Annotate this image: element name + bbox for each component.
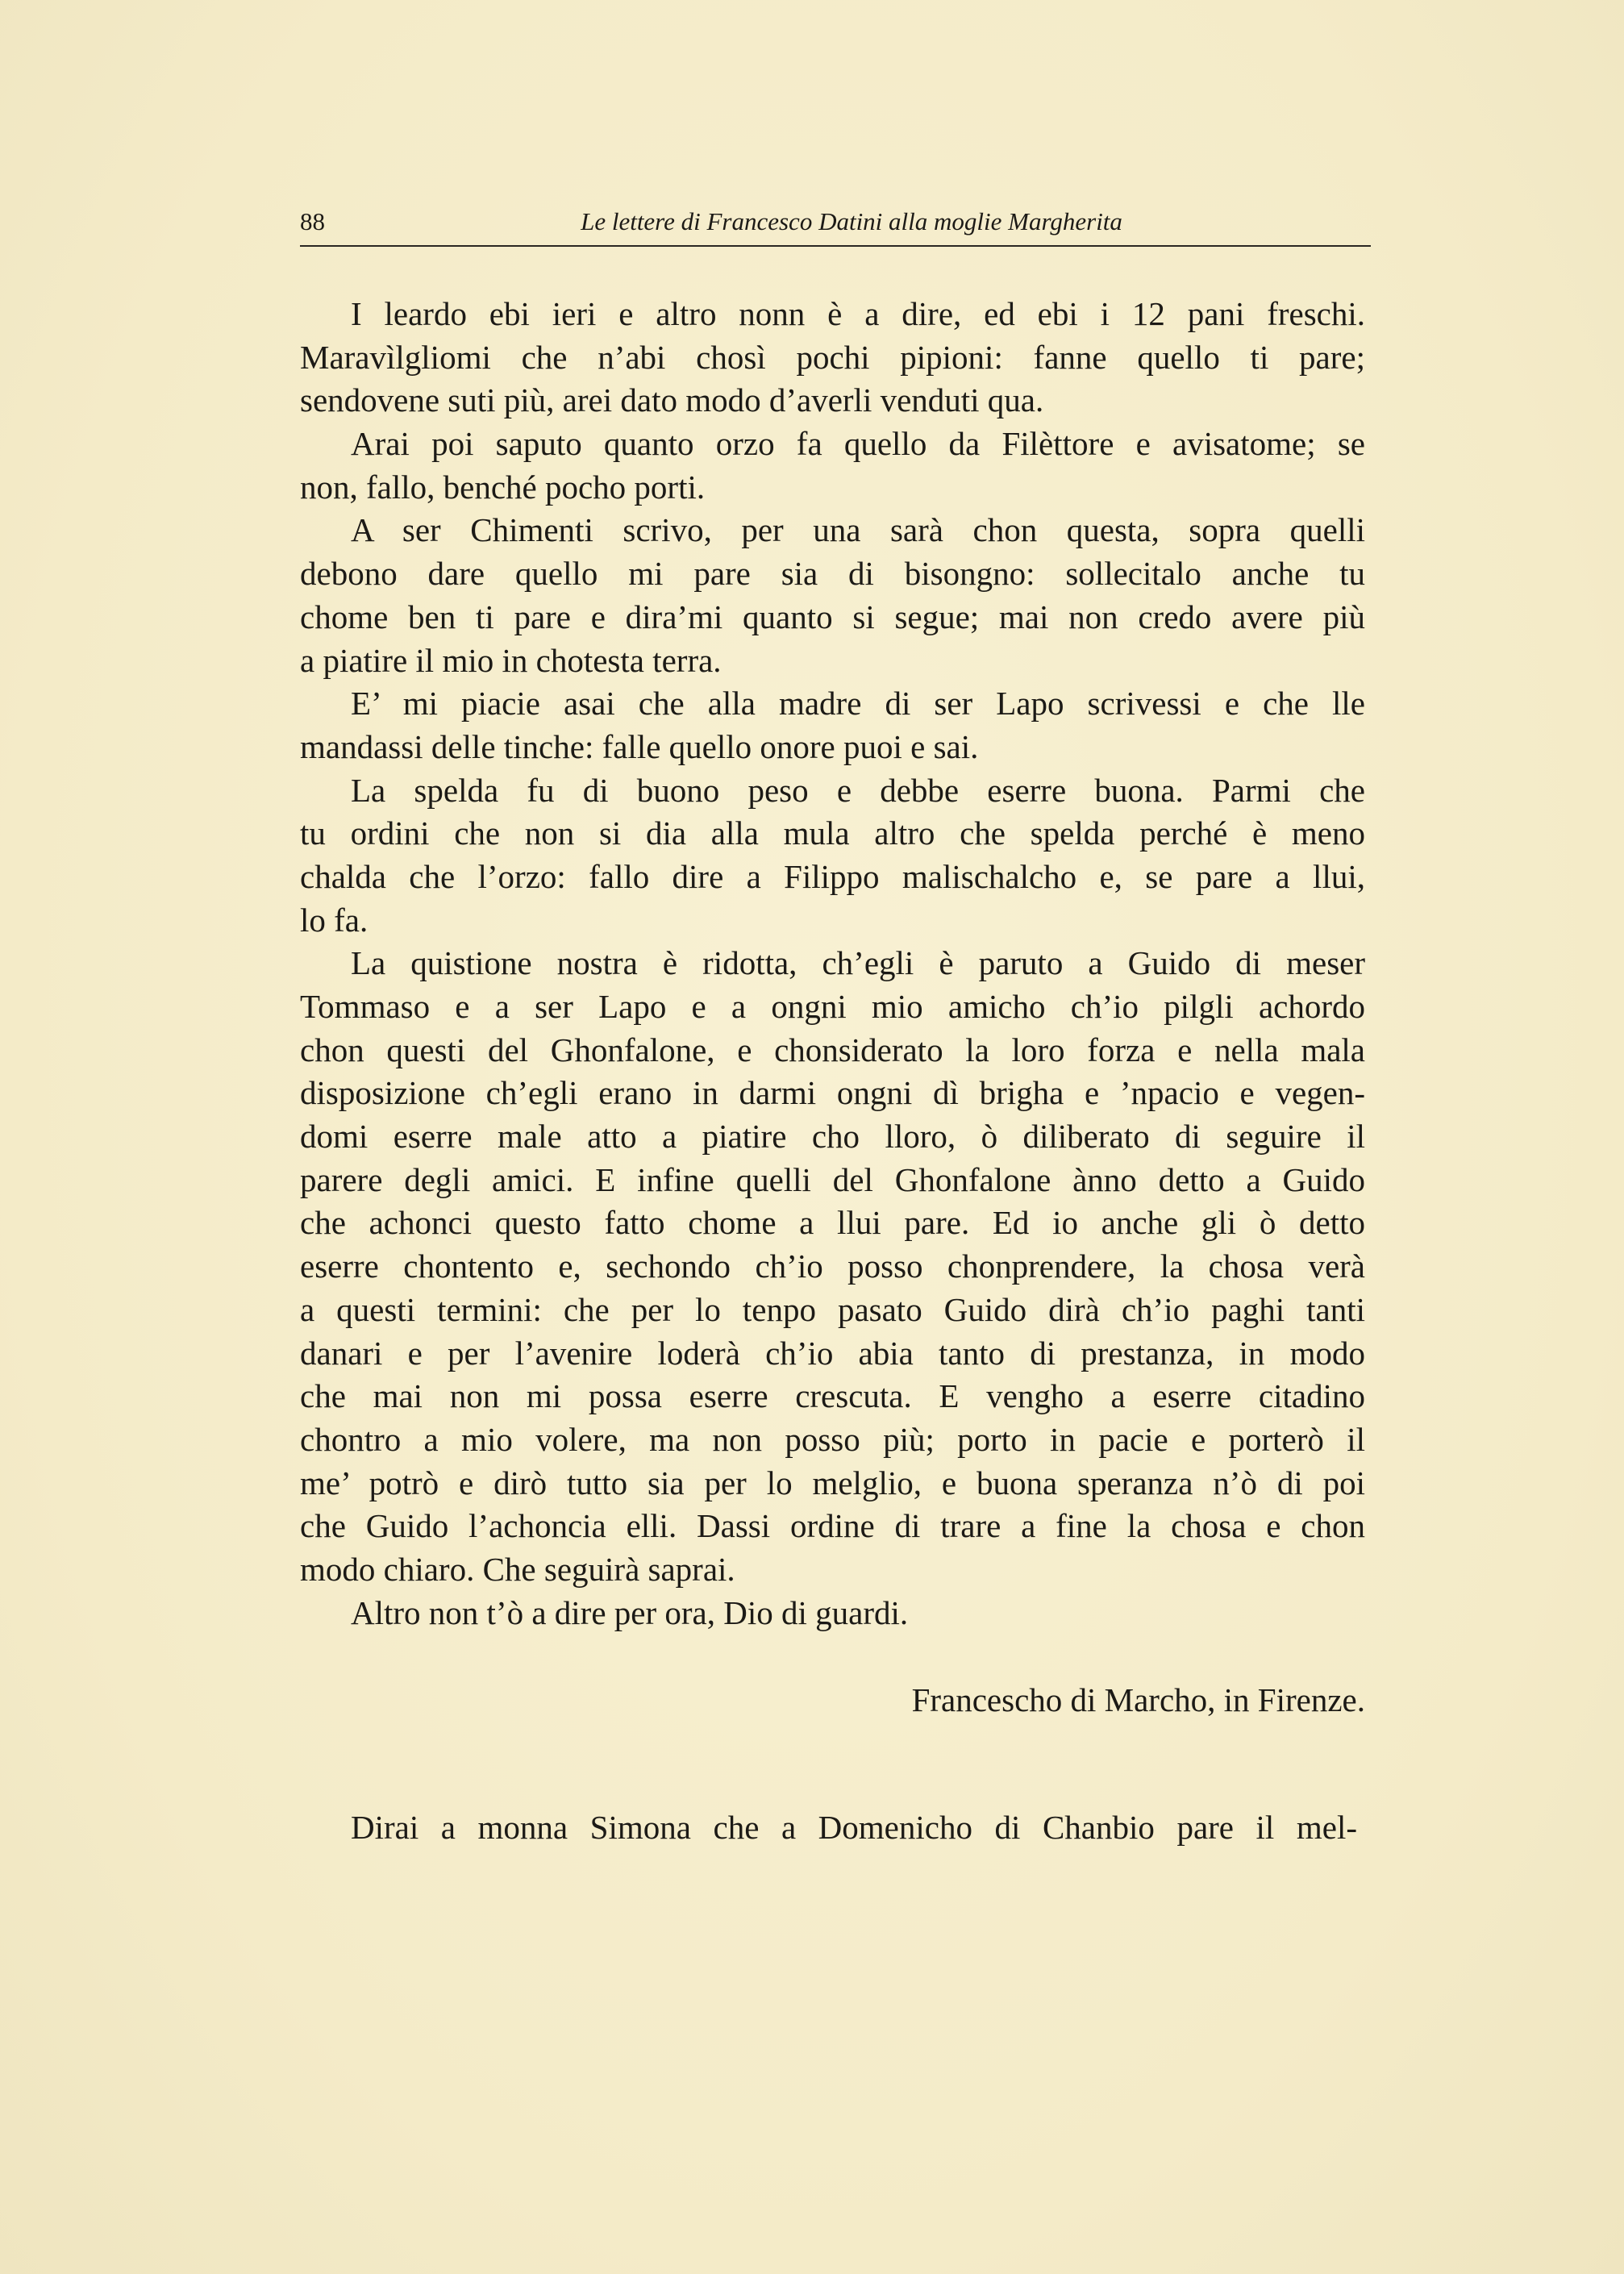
text-line: disposizione ch’egli erano in darmi ongni dì brigha e ’npacio e vegen- (300, 1074, 1365, 1112)
text-line: debono dare quello mi pare sia di bisongno: sollecitalo anche tu (300, 555, 1365, 593)
text-line: chon questi del Ghonfalone, e chonsiderato la loro forza e nella mala (300, 1031, 1365, 1068)
text-line: a questi termini: che per lo tenpo pasato Guido dirà ch’io paghi tanti (300, 1290, 1365, 1328)
text-line: parere degli amici. E infine quelli del Ghonfalone ànno detto a Guido (300, 1160, 1365, 1198)
text-line: E’ mi piacie asai che alla madre di ser Lapo scrivessi e che lle (351, 685, 1365, 723)
text-line: Tommaso e a ser Lapo e a ongni mio amicho ch’io pilgli achordo (300, 988, 1365, 1025)
text-line: chome ben ti pare e dira’mi quanto si segue; mai non credo avere più (300, 598, 1365, 635)
text-line: tu ordini che non si dia alla mula altro che spelda perché è meno (300, 814, 1365, 852)
text-line: non, fallo, benché pocho porti. (300, 468, 706, 506)
text-line: La spelda fu di buono peso e debbe eserre buona. Parmi che (351, 771, 1365, 809)
paragraph (300, 1592, 1365, 1635)
text-line: domi eserre male atto a piatire cho lloro, ò diliberato di seguire il (300, 1118, 1365, 1156)
text-line: A ser Chimenti scrivo, per una sarà chon questa, sopra quelli (351, 511, 1365, 549)
text-line: Arai poi saputo quanto orzo fa quello da Filèttore e avisatome; se (351, 425, 1365, 463)
page-number: 88 (300, 207, 325, 235)
text-line: danari e per l’avenire loderà ch’io abia tanto di prestanza, in modo (300, 1334, 1365, 1372)
text-line: che Guido l’achoncia elli. Dassi ordine di trare a fine la chosa e chon (300, 1507, 1365, 1545)
text-line: modo chiaro. Che seguirà saprai. (300, 1550, 735, 1588)
paragraph (300, 942, 1365, 1591)
text-line: eserre chontento e, sechondo ch’io posso chonprendere, la chosa verà (300, 1247, 1365, 1285)
paragraph (300, 293, 1365, 423)
text-line: La quistione nostra è ridotta, ch’egli è paruto a Guido di meser (351, 944, 1365, 982)
page-header (300, 203, 1371, 244)
text-line: sendovene suti più, arei dato modo d’averli venduti qua. (300, 381, 1044, 419)
postscript-line: Dirai a monna Simona che a Domenicho di Chanbio pare il mel- (351, 1809, 1357, 1846)
text-line: mandassi delle tinche: falle quello onore puoi e sai. (300, 727, 979, 765)
text-line: I leardo ebi ieri e altro nonn è a dire, ed ebi i 12 pani freschi. (351, 295, 1365, 332)
text-line: a piatire il mio in chotesta terra. (300, 641, 722, 679)
text-line: che mai non mi possa eserre crescuta. E vengho a eserre citadino (300, 1377, 1365, 1415)
text-line: Maravìlgliomi che n’abi chosì pochi pipioni: fanne quello ti pare; (300, 338, 1365, 376)
text-line: me’ potrò e dirò tutto sia per lo melglio, e buona speranza n’ò di poi (300, 1464, 1365, 1501)
running-title: Le lettere di Francesco Datini alla moglie Margherita (581, 207, 1122, 235)
text-line: chontro a mio volere, ma non posso più; porto in pacie e porterò il (300, 1420, 1365, 1458)
text-line: lo fa. (300, 901, 369, 939)
header-rule (300, 245, 1371, 247)
text-line: che achonci questo fatto chome a llui pare. Ed io anche gli ò detto (300, 1204, 1365, 1242)
paragraph (300, 682, 1365, 768)
letter-signature: Francescho di Marcho, in Firenze. (911, 1681, 1365, 1718)
paragraph (300, 769, 1365, 943)
paragraph (300, 423, 1365, 509)
letter-body (300, 293, 1365, 1635)
paragraph (300, 509, 1365, 682)
text-line: chalda che l’orzo: fallo dire a Filippo malischalcho e, se pare a llui, (300, 857, 1365, 895)
text-line: Altro non t’ò a dire per ora, Dio di guardi. (351, 1593, 909, 1631)
